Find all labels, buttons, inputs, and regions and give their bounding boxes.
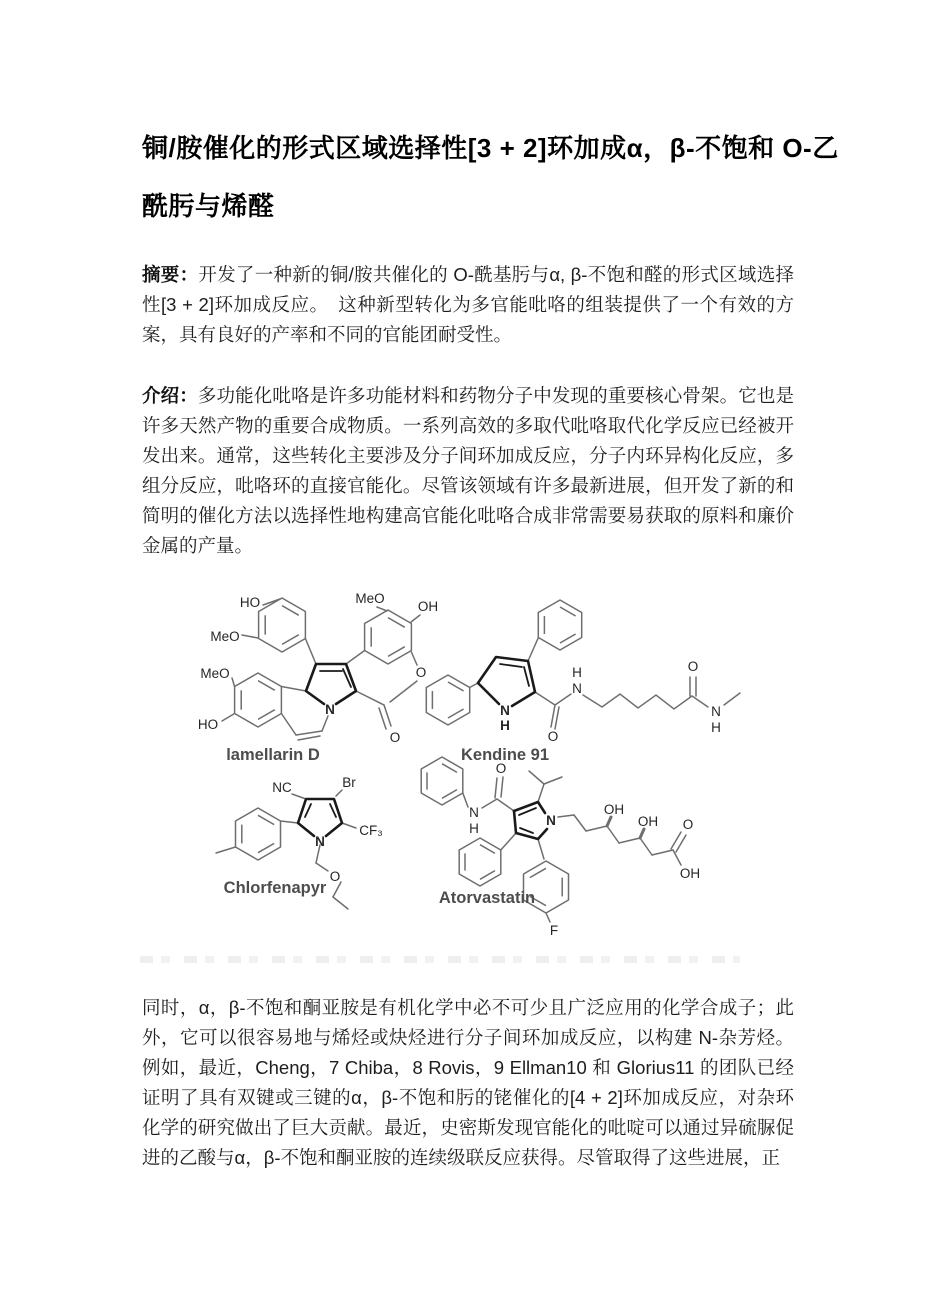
molecule-name-label: Atorvastatin (438, 889, 536, 907)
atom-label-o: O (687, 659, 699, 674)
atom-label-o: O (682, 817, 694, 832)
atom-label-oh: OH (679, 866, 701, 881)
benzene-ring (459, 838, 501, 886)
molecule-chlorfenapyr (216, 775, 383, 909)
benzene-ring (426, 675, 469, 725)
atom-label-ho: HO (197, 717, 219, 732)
abstract-paragraph (142, 260, 794, 350)
atom-label-h: H (572, 665, 582, 680)
cropped-caption-remnant (140, 956, 740, 963)
atom-label-meo: MeO (200, 666, 230, 681)
molecule-name-label: Kendine 91 (460, 746, 550, 764)
atom-label-h: H (469, 821, 479, 836)
atom-label-nc: NC (272, 780, 292, 795)
atom-label-n: N (325, 702, 335, 717)
atom-label-oh: OH (417, 599, 439, 614)
benzene-ring (235, 673, 282, 727)
atom-label-br: Br (342, 775, 356, 790)
atom-label-n: N (546, 813, 556, 828)
molecule-atorvastatin (421, 757, 700, 938)
page-title-line-1: 铜/胺催化的形式区域选择性[3 + 2]环加成α，β-不饱和 O-乙 (142, 133, 839, 163)
atom-label-ho: HO (239, 595, 261, 610)
molecule-kendine-91 (426, 600, 740, 764)
molecule-lamellarin-d (198, 591, 438, 764)
atom-label-o: O (547, 729, 559, 744)
benzene-ring (259, 598, 306, 652)
structures-svg (130, 565, 810, 965)
atom-label-n: N (572, 681, 582, 696)
introduction-text: 多功能化吡咯是许多功能材料和药物分子中发现的重要核心骨架。它也是许多天然产物的重要合成物质。一系列高效的多取代吡咯取代化学反应已经被开发出来。通常，这些转化主要涉及分子间环加成反应，分子内环异构化反应，多组分反应，吡咯环的直接官能化。尽管该领域有许多最新进展，但开发了新的和简明的催化方法以选择性地构建高官能化吡咯合成非常需要易获取的原料和廉价金属的产量。 (142, 385, 794, 556)
introduction-paragraph (142, 381, 794, 561)
atom-label-o: O (495, 761, 507, 776)
benzene-ring (236, 808, 281, 860)
abstract-text: 开发了一种新的铜/胺共催化的 O-酰基肟与α, β-不饱和醛的形式区域选择性[3 + 2]环加成反应。 这种新型转化为多官能吡咯的组装提供了一个有效的方案，具有良好的产率和不同的官能团耐受性。 (142, 264, 794, 345)
atom-label-o: O (415, 665, 427, 680)
benzene-ring (365, 610, 412, 664)
atom-label-h: H (711, 720, 721, 735)
atom-label-h: H (500, 718, 510, 733)
atom-label-oh: OH (637, 814, 659, 829)
atom-label-f: F (549, 923, 559, 938)
atom-label-n: N (711, 704, 721, 719)
paragraph2-text: 同时，α，β-不饱和酮亚胺是有机化学中必不可少且广泛应用的化学合成子；此外，它可以很容易地与烯烃或炔烃进行分子间环加成反应，以构建 N-杂芳烃。例如，最近，Cheng，7 Chiba，8 Rovis，9 Ellman10 和 Glorius11 的团队已经证明了具有双键或三键的α，β-不饱和肟的铑催化的[4 + 2]环加成反应，对杂环化学的研究做出了巨大贡献。最近，史密斯发现官能化的吡啶可以通过异硫脲促进的乙酸与α，β-不饱和酮亚胺的连续级联反应获得。尽管取得了这些进展，正 (142, 997, 794, 1168)
atom-label-n: N (315, 834, 325, 849)
introduction-label: 介绍： (142, 385, 198, 406)
molecule-name-label: Chlorfenapyr (223, 879, 327, 897)
atom-label-oh: OH (603, 802, 625, 817)
atom-label-n: N (500, 703, 510, 718)
atom-label-n: N (469, 805, 479, 820)
atom-label-meo: MeO (355, 591, 385, 606)
page-title-line-2: 酰肟与烯醛 (142, 191, 275, 221)
molecule-name-label: lamellarin D (226, 746, 320, 764)
benzene-ring (421, 757, 463, 805)
atom-label-meo: MeO (210, 629, 240, 644)
benzene-ring (538, 600, 581, 650)
atom-label-o: O (329, 869, 341, 884)
body-paragraph-2 (142, 993, 794, 1173)
atom-label-o: O (389, 730, 401, 745)
chemical-structures-figure (130, 565, 810, 965)
atom-label-cf3: CF₃ (359, 823, 383, 838)
abstract-label: 摘要： (142, 264, 199, 285)
